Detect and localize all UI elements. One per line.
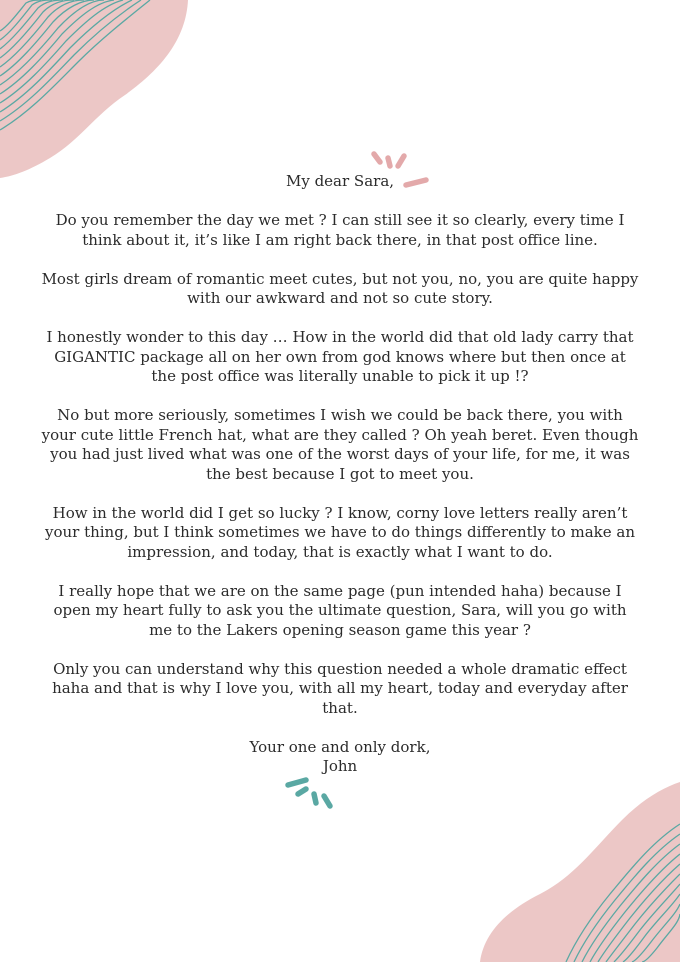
paragraph-question: I really hope that we are on the same page (pun intended haha) because I open my heart fully to ask you the ultimate question, Sara, will you go with me to the Lakers opening season game this year ?	[53, 581, 627, 639]
bottom-sparkle-icon	[282, 772, 338, 814]
bottom-right-wave-decoration	[480, 782, 680, 962]
signature: John	[322, 757, 358, 775]
paragraph-beret: No but more seriously, sometimes I wish we could be back there, you with your cute little French hat, what are they called ? Oh yeah beret. Even though you had just lived what was one of the worst days of your life, for me, it was the best because I got to meet you.	[41, 406, 639, 483]
top-left-wave-decoration	[0, 0, 190, 180]
paragraph-old-lady: I honestly wonder to this day … How in the world did that old lady carry that GIGANTIC package all on her own from god knows where but then once at the post office was literally unable to pick it up !?	[46, 328, 634, 385]
greeting: My dear Sara,	[285, 172, 395, 190]
love-letter	[40, 172, 640, 777]
paragraph-love: Only you can understand why this question needed a whole dramatic effect haha and that is why I love you, with all my heart, today and everyday after that.	[52, 659, 628, 717]
paragraph-first-meeting: Do you remember the day we met ? I can still see it so clearly, every time I think about it, it’s like I am right back there, in that post office line.	[55, 211, 625, 249]
paragraph-lucky: How in the world did I get so lucky ? I know, corny love letters really aren’t your thing, but I think sometimes we have to do things differently to make an impression, and today, that is exactly what I want to do.	[44, 503, 636, 561]
signoff: Your one and only dork,	[249, 737, 431, 756]
paragraph-meet-cutes: Most girls dream of romantic meet cutes, but not you, no, you are quite happy with our awkward and not so cute story.	[41, 269, 639, 307]
